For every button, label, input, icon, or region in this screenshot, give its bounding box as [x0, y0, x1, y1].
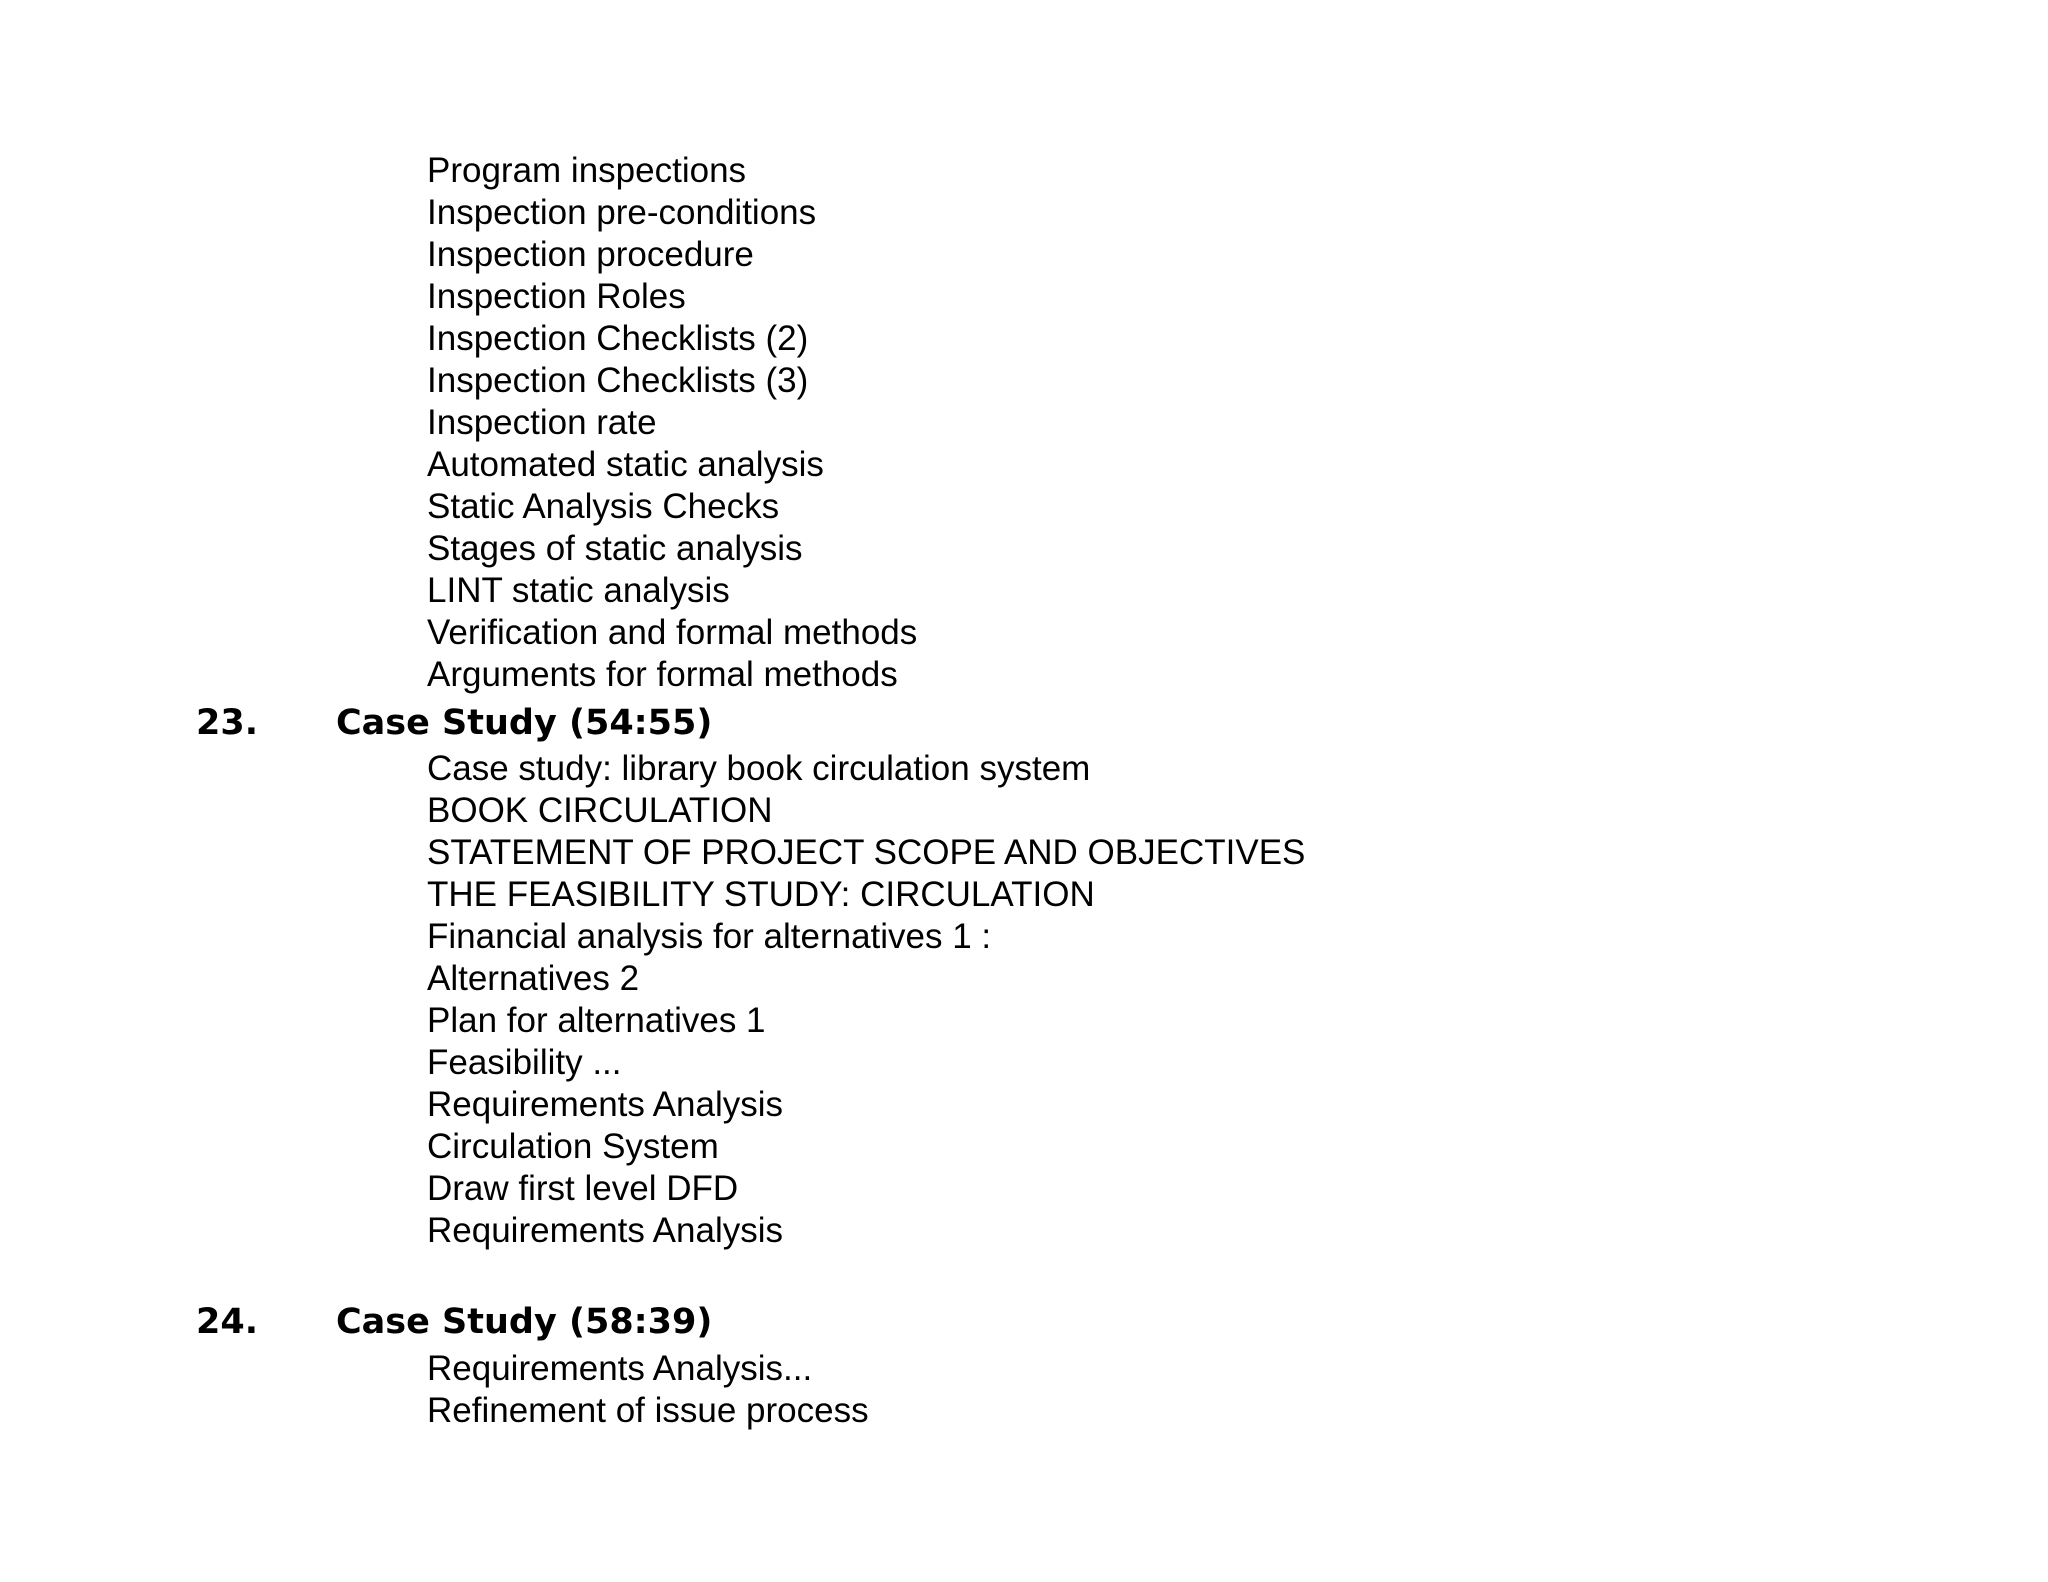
topic-item: Stages of static analysis — [427, 529, 803, 568]
topic-item: Requirements Analysis... — [427, 1349, 813, 1388]
topic-item: LINT static analysis — [427, 571, 730, 610]
topic-item: Requirements Analysis — [427, 1211, 783, 1250]
topic-item: Circulation System — [427, 1127, 719, 1166]
topic-item: Inspection Checklists (2) — [427, 319, 809, 358]
topic-item: Financial analysis for alternatives 1 : — [427, 917, 992, 956]
topic-item: Program inspections — [427, 151, 747, 190]
topic-item: THE FEASIBILITY STUDY: CIRCULATION — [427, 875, 1095, 914]
topic-item: Alternatives 2 — [427, 959, 640, 998]
topic-item: Refinement of issue process — [427, 1391, 869, 1430]
topic-item: BOOK CIRCULATION — [427, 791, 773, 830]
section-number: 23. — [196, 703, 259, 743]
section-number: 24. — [196, 1302, 259, 1342]
section-title: Case Study (54:55) — [336, 703, 713, 743]
topic-item: Draw first level DFD — [427, 1169, 739, 1208]
topic-item: Static Analysis Checks — [427, 487, 780, 526]
topic-item: Case study: library book circulation system — [427, 749, 1091, 788]
topic-item: Inspection procedure — [427, 235, 754, 274]
topic-item: Plan for alternatives 1 — [427, 1001, 766, 1040]
topic-item: Inspection rate — [427, 403, 657, 442]
topic-item: Inspection Checklists (3) — [427, 361, 809, 400]
topic-item: Arguments for formal methods — [427, 655, 898, 694]
section-title: Case Study (58:39) — [336, 1302, 713, 1342]
topic-item: Inspection pre-conditions — [427, 193, 817, 232]
topic-item: Requirements Analysis — [427, 1085, 783, 1124]
topic-item: Automated static analysis — [427, 445, 824, 484]
topic-item: Feasibility ... — [427, 1043, 622, 1082]
topic-item: Verification and formal methods — [427, 613, 918, 652]
topic-item: Inspection Roles — [427, 277, 686, 316]
topic-item: STATEMENT OF PROJECT SCOPE AND OBJECTIVES — [427, 833, 1306, 872]
